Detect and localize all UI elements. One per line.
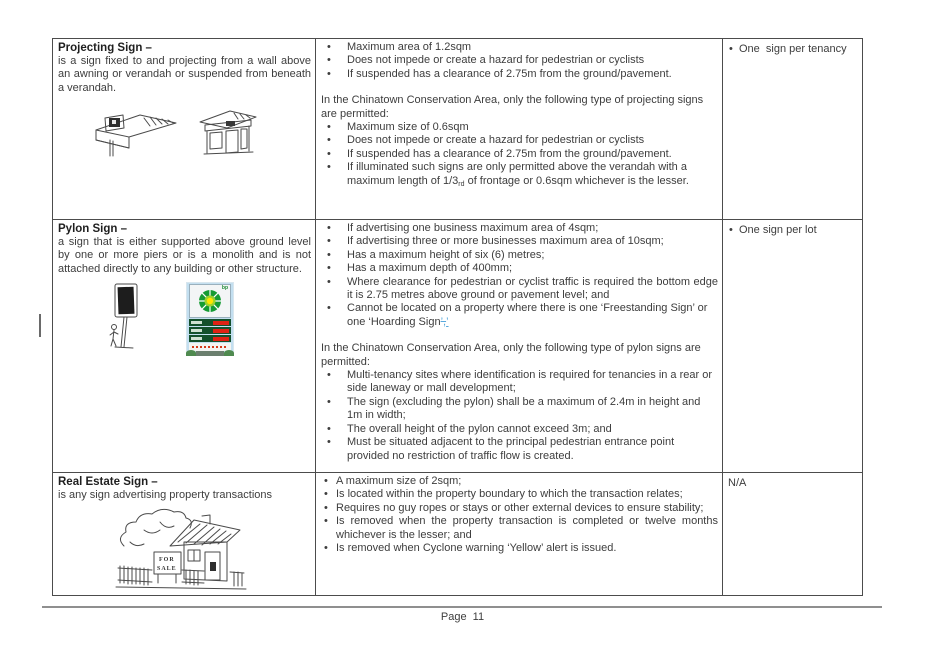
chinatown-intro: In the Chinatown Conservation Area, only the following type of pylon signs are permitted: (321, 342, 701, 368)
requirement-item: • Is removed when the property transaction is completed or twelve months whichever is the lesser; and (324, 515, 718, 541)
tracked-deletion: ’, (440, 315, 447, 328)
chinatown-intro: In the Chinatown Conservation Area, only the following type of projecting signs are permitted: (321, 94, 704, 120)
term-cell (53, 220, 316, 473)
projecting-sign-sketch-2 (196, 107, 260, 157)
requirement-item: • If advertising one business maximum area of 4sqm; (327, 222, 599, 234)
footer-rule (42, 606, 882, 608)
svg-text:FOR: FOR (159, 557, 175, 564)
requirement-item: • Cannot be located on a property where there is one ‘Freestanding Sign’ or one ‘Hoarding Sign’,’ (327, 302, 708, 328)
bp-logo-panel (189, 284, 231, 318)
tracked-insertion: ’ (446, 315, 449, 328)
term-description: is any sign advertising property transactions (58, 489, 272, 501)
shrub (186, 350, 196, 356)
limit-item: • One sign per lot (729, 224, 817, 236)
requirement-list (321, 121, 718, 191)
sign-requirements-table (52, 38, 863, 596)
requirement-item: • Is located within the property boundary to which the transaction relates; (324, 488, 683, 501)
term-title: Projecting Sign – (58, 42, 152, 54)
requirement-item: • Must be situated adjacent to the principal pedestrian entrance point provided no restriction of traffic flow is created. (327, 436, 675, 462)
limit-text: One sign per lot (739, 224, 817, 236)
requirement-list (321, 475, 718, 555)
requirement-item: • Does not impede or create a hazard for pedestrian or cyclists (327, 54, 645, 67)
term-cell (53, 39, 316, 220)
requirement-item: • If advertising three or more businesses maximum area of 10sqm; (327, 235, 664, 248)
bp-price-board (189, 319, 231, 343)
requirement-list (321, 41, 718, 81)
requirement-item: • The sign (excluding the pylon) shall be a maximum of 2.4m in height and 1m in width; (327, 395, 701, 422)
requirements-cell (316, 220, 723, 473)
bp-pylon-sign-photo (186, 282, 234, 356)
term-cell (53, 473, 316, 596)
bp-wordmark: bp (221, 285, 228, 292)
requirement-list (321, 222, 718, 329)
table-row-pylon-sign (53, 220, 863, 473)
term-description: is a sign fixed to and projecting from a wall above an awning or verandah or suspended from beneath a verandah. (58, 55, 311, 94)
table-row-real-estate-sign (53, 473, 863, 596)
requirements-cell (316, 39, 723, 220)
requirement-item: • Has a maximum depth of 400mm; (327, 262, 513, 275)
limit-item (728, 475, 858, 490)
limit-item: • One sign per tenancy (729, 43, 847, 55)
requirement-item: • If suspended has a clearance of 2.75m from the ground/pavement. (327, 67, 672, 80)
requirement-list (321, 369, 718, 463)
requirement-item: • Where clearance for pedestrian or cyclist traffic is required the bottom edge it is 2.75 metres above ground or pavement level; and (327, 275, 718, 302)
requirement-item: • If suspended has a clearance of 2.75m from the ground/pavement. (327, 147, 672, 160)
bp-sign-base (196, 351, 224, 356)
projecting-sign-sketch-1 (88, 107, 180, 157)
pylon-sign-sketch (106, 282, 142, 352)
house-for-sale-sketch (110, 504, 252, 592)
page-number: Page 11 (440, 611, 485, 623)
term-title: Real Estate Sign – (58, 476, 158, 488)
table-row-projecting-sign (53, 39, 863, 220)
bp-helios-logo (197, 288, 223, 314)
requirement-item: • Has a maximum height of six (6) metres; (327, 248, 545, 261)
limit-cell (723, 220, 863, 473)
limit-text: One sign per tenancy (739, 43, 847, 55)
shrub (224, 350, 234, 356)
revision-change-bar (39, 314, 41, 337)
requirement-item: • Does not impede or create a hazard for pedestrian or cyclists (327, 134, 645, 147)
requirement-item: • Multi-tenancy sites where identification is required for tenancies in a rear or side laneway or mall development; (327, 369, 713, 395)
term-title: Pylon Sign – (58, 223, 128, 235)
requirement-item: • If illuminated such signs are only permitted above the verandah with a maximum length of $1/3_{rd}$ of frontage or 0.6sqm whichever is the lesser. (327, 161, 689, 188)
requirements-cell (316, 473, 723, 596)
requirement-item: • Is removed when Cyclone warning ‘Yellow’ alert is issued. (324, 542, 617, 555)
limit-cell (723, 39, 863, 220)
requirement-item: • Requires no guy ropes or stays or other external devices to ensure stability; (324, 501, 704, 514)
term-description: a sign that is either supported above ground level by one or more piers or is a monolith and is not attached directly to any building or other structure. (58, 236, 311, 275)
requirement-item: • Maximum area of 1.2sqm (327, 41, 472, 53)
requirement-item: • Maximum size of 0.6sqm (327, 121, 469, 134)
svg-text:SALE: SALE (157, 566, 177, 573)
limit-text: N/A (728, 477, 747, 489)
requirement-item: • A maximum size of 2sqm; (324, 475, 462, 487)
requirement-item: • The overall height of the pylon cannot exceed 3m; and (327, 422, 612, 435)
limit-cell (723, 473, 863, 596)
